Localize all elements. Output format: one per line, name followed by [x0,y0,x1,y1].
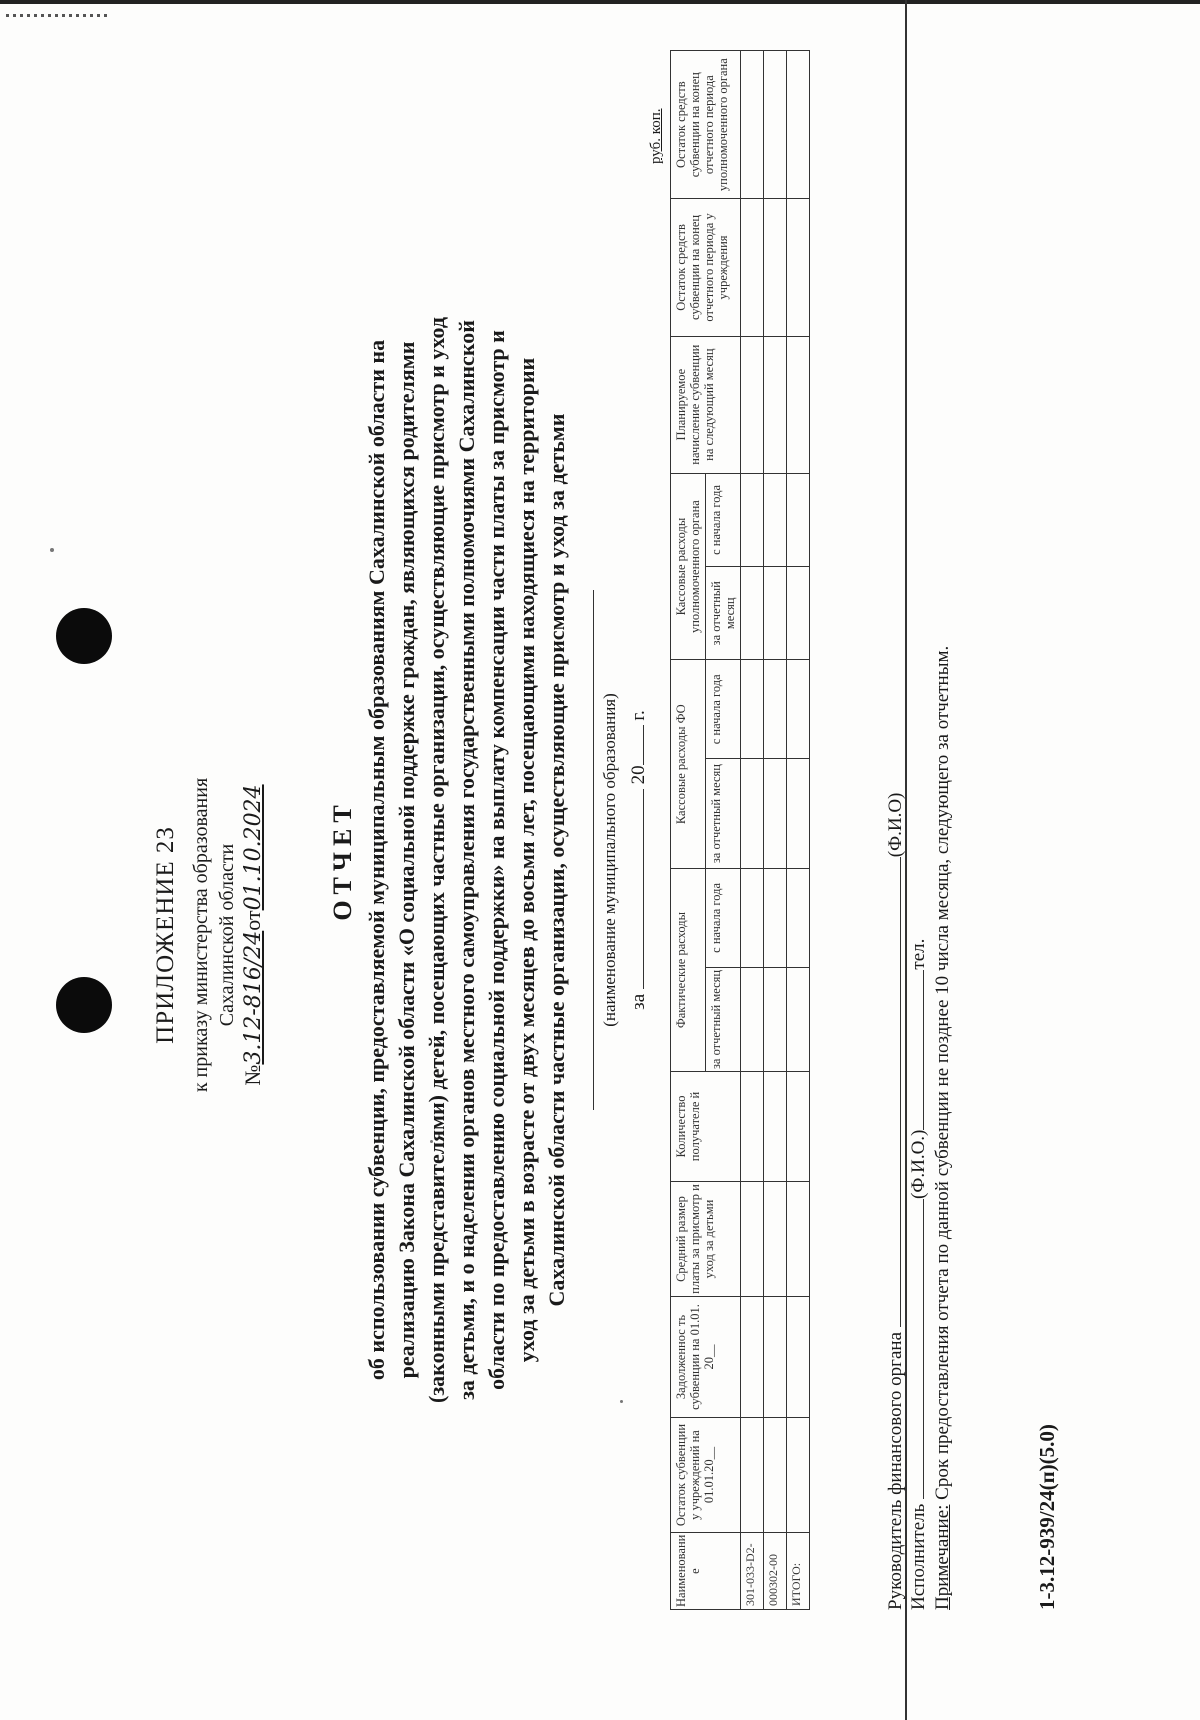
report-title-line: области по предоставлению социальной поддержки» на выплату компенсации части платы за присмотр и [484,330,509,1390]
cell [741,1072,764,1182]
subheader-year: с начала года [706,660,741,759]
cell [764,1297,787,1418]
report-title-line: Сахалинской области частные организации, осуществляющие присмотр и уход за детьми [544,413,569,1307]
cell [764,336,787,473]
cell [787,660,810,759]
subheader-year: с начала года [706,869,741,968]
subheader-month: за отчетный месяц [706,759,741,869]
head-signature-blank [900,857,901,1327]
appendix-number-line [240,150,266,1720]
cell [741,869,764,968]
exec-fio: (Ф.И.О.) [908,1129,929,1199]
report-title [362,260,572,1460]
subheader-year: с начала года [706,473,741,566]
col-header-avg-payment: Средний размер платы за присмотр и уход за детьми [671,1181,741,1296]
row-name: 301-033-D2- [741,1533,764,1610]
col-header-auth-expenses: Кассовые расходы уполномоченного органа [671,473,706,660]
col-header-balance-start: Остаток субвенции у учреждений на 01.01.20__ [671,1417,741,1532]
table-header-row [671,51,706,1610]
cell [764,1417,787,1532]
cell [741,473,764,566]
cell [787,967,810,1071]
scan-speck [50,548,54,552]
period-blank [643,789,644,989]
table-row-total [787,51,810,1610]
col-header-debt: Задолженнос ть субвенции на 01.01. 20__ [671,1297,741,1418]
cell [787,336,810,473]
cell [764,473,787,566]
cell [764,1072,787,1182]
exec-phone: тел. [908,938,929,970]
rotated-document [80,0,1080,1720]
cell [764,869,787,968]
report-title-line: об использовании субвенции, предоставляемой муниципальным образованиям Сахалинской области на [364,339,389,1381]
currency-note: руб. коп. [648,108,664,164]
report-table [670,50,810,1610]
cell [741,967,764,1071]
appendix-region-line: Сахалинской области [216,843,238,1027]
cell [741,567,764,660]
cell [741,1297,764,1418]
cell [787,473,810,566]
cell [764,199,787,336]
period-prefix: за [628,993,649,1010]
period-suffix: г. [628,710,649,721]
cell [741,660,764,759]
report-title-line: уход за детьми в возрасте от двух месяцев до восьми лет, посещающими находящиеся на территории [514,357,539,1363]
cell [764,967,787,1071]
head-fio: (Ф.И.О) [885,792,906,858]
col-header-name: Наименовани е [671,1533,741,1610]
cell [787,1297,810,1418]
row-name: 000302-00 [764,1533,787,1610]
subheader-month: за отчетный месяц [706,967,741,1071]
exec-phone-blank [923,970,924,1130]
signature-executor [908,939,930,1610]
order-number-handwritten: 3.12-816/24 [241,930,266,1065]
period-year-prefix: 20 [628,765,649,785]
head-label: Руководитель финансового органа [885,1331,906,1610]
period-line [628,0,650,1720]
cell [787,1417,810,1532]
cell [787,51,810,199]
cell [787,869,810,968]
municipality-blank-line [593,590,594,1110]
cell [787,199,810,336]
report-heading: ОТЧЕТ [328,799,357,921]
cell [764,759,787,869]
signature-head [885,793,907,1610]
cell [764,660,787,759]
cell [764,51,787,199]
cell [787,1072,810,1182]
municipality-caption: (наименование муниципального образования) [600,693,619,1027]
col-header-actual-expenses: Фактические расходы [671,869,706,1072]
cell [741,199,764,336]
appendix-order-line: к приказу министерства образования [190,777,212,1093]
order-date-handwritten: 01.10.2024 [241,784,266,911]
report-title-line: реализацию Закона Сахалинской области «О социальной поддержке граждан, являющихся родителями [394,341,419,1379]
exec-label: Исполнитель [908,1503,929,1610]
row-name: ИТОГО: [787,1533,810,1610]
note-line [932,646,954,1610]
cell [741,51,764,199]
appendix-title: ПРИЛОЖЕНИЕ 23 [152,826,179,1044]
cell [787,1181,810,1296]
cell [764,567,787,660]
note-text: Срок предоставления отчета по данной субвенции не позднее 10 числа месяца, следующего за отчетным. [932,645,953,1500]
number-prefix: № [240,1064,265,1086]
table-row [741,51,764,1610]
cell [741,336,764,473]
document-code: 1-3.12-939/24(п)(5.0) [1035,1424,1059,1610]
col-header-planned: Планируемое начисление субвенции на следующий месяц [671,336,741,473]
col-header-fo-expenses: Кассовые расходы ФО [671,660,706,869]
report-title-line: (законными представителями) детей, посещающих частные организации, осуществляющие присмотр и уход [424,317,449,1403]
year-blank [643,725,644,765]
note-label: Примечание: [932,1504,953,1610]
cell [741,1417,764,1532]
date-prefix: от [240,910,265,931]
cell [764,1181,787,1296]
col-header-balance-auth: Остаток средств субвенции на конец отчетного периода уполномоченного органа [671,51,741,199]
cell [741,759,764,869]
cell [741,1181,764,1296]
exec-signature-blank [923,1199,924,1499]
report-title-line: за детьми, и о наделении органов местного самоуправления государственными полномочиями Сахалинской [454,320,479,1400]
cell [787,759,810,869]
table-row [764,51,787,1610]
cell [787,567,810,660]
subheader-month: за отчетный месяц [706,567,741,660]
col-header-recipients: Количество получателе й [671,1072,741,1182]
col-header-balance-inst: Остаток средств субвенции на конец отчетного периода у учреждения [671,199,741,336]
